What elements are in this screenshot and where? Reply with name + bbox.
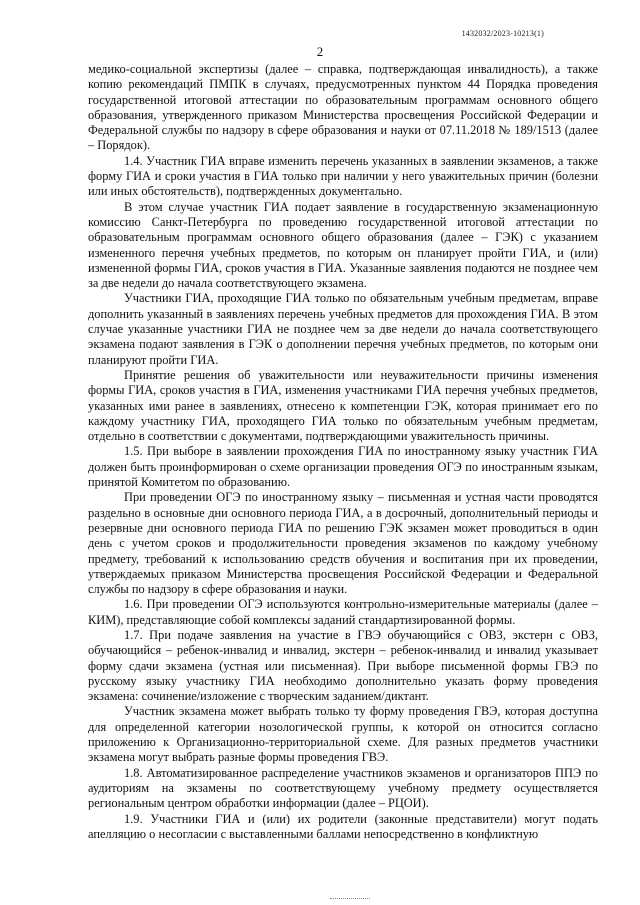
paragraph: медико-социальной экспертизы (далее – справка, подтверждающая инвалидность), а также копию рекомендаций ПМПК в случаях, предусмотренных пунктом 44 Порядка проведения государственной итоговой аттестации по образовательным программам основного общего образования, утвержденного приказом Министерства просвещения Российской Федерации и Федеральной службы по надзору в сфере образования и науки от 07.11.2018 № 189/1513 (далее – Порядок). <box>88 62 598 153</box>
paragraph: Участники ГИА, проходящие ГИА только по обязательным учебным предметам, вправе дополнить указанный в заявлениях перечень учебных предметов для прохождения ГИА. В этом случае указанные участники ГИА не позднее чем за две недели до начала соответствующего экзамена подают заявления в ГЭК о дополнении перечня учебных предметов, по которым они планируют пройти ГИА. <box>88 291 598 367</box>
paragraph: 1.7. При подаче заявления на участие в ГВЭ обучающийся с ОВЗ, экстерн с ОВЗ, обучающийся – ребенок-инвалид и инвалид, экстерн – ребенок-инвалид и инвалид указывает форму сдачи экзамена (устная или письменная). При выборе письменной формы ГВЭ по русскому языку участнику ГИА необходимо дополнительно указать форму проведения экзамена: сочинение/изложение с творческим заданием/диктант. <box>88 627 598 704</box>
document-body <box>88 62 598 842</box>
paragraph: 1.6. При проведении ОГЭ используются контрольно-измерительные материалы (далее – КИМ), представляющие собой комплексы заданий стандартизированной формы. <box>88 597 598 627</box>
paragraph: При проведении ОГЭ по иностранному языку – письменная и устная части проводятся раздельно в основные дни основного периода ГИА, а в досрочный, дополнительный периоды и резервные дни основного периода ГИА по решению ГЭК экзамен может проводиться в один день с учетом сроков и продолжительности проведения экзаменов по каждому учебному предмету, требований к использованию средств обучения и воспитания при их проведении, утверждаемых приказом Министерства просвещения Российской Федерации и Федеральной службы по надзору в сфере образования и науки. <box>88 490 598 597</box>
document-id: 1432032/2023-10213(1) <box>461 29 544 38</box>
paragraph: Участник экзамена может выбрать только ту форму проведения ГВЭ, которая доступна для определенной категории нозологической группы, к которой он относится согласно приложению к Организационно-территориальной схеме. Для разных предметов участники экзамена могут выбрать разные формы проведения ГВЭ. <box>88 704 598 765</box>
paragraph: Принятие решения об уважительности или неуважительности причины изменения формы ГИА, сроков участия в ГИА, изменения участниками ГИА перечня учебных предметов, указанных ими ранее в заявлениях, отнесено к компетенции ГЭК, которая принимает его по каждому участнику ГИА, проходящего ГИА только по обязательным учебным предметам, отдельно в соответствии с документами, подтверждающими уважительность причины. <box>88 367 598 444</box>
paragraph: 1.8. Автоматизированное распределение участников экзаменов и организаторов ППЭ по аудиториям на экзамены по соответствующему учебному предмету осуществляется региональным центром обработки информации (далее – РЦОИ). <box>88 765 598 811</box>
page-number: 2 <box>316 44 324 59</box>
paragraph: В этом случае участник ГИА подает заявление в государственную экзаменационную комиссию Санкт-Петербурга по проведению государственной итоговой аттестации по образовательным программам основного общего образования (далее – ГЭК) с указанием измененного перечня учебных предметов, по которым он планирует пройти ГИА, и (или) измененной формы ГИА, сроков участия в ГИА. Указанные заявления подаются не позднее чем за две недели до начала соответствующего экзамена. <box>88 199 598 291</box>
paragraph: 1.4. Участник ГИА вправе изменить перечень указанных в заявлении экзаменов, а также форму ГИА и сроки участия в ГИА только при наличии у него уважительных причин (болезни или иных обстоятельств), подтвержденных документально. <box>88 153 598 199</box>
page-bottom-mark <box>330 898 370 899</box>
paragraph: 1.5. При выборе в заявлении прохождения ГИА по иностранному языку участник ГИА должен быть проинформирован о схеме организации проведения ОГЭ по иностранным языкам, принятой Комитетом по образованию. <box>88 444 598 490</box>
paragraph: 1.9. Участники ГИА и (или) их родители (законные представители) могут подать апелляцию о несогласии с выставленными баллами непосредственно в конфликтную <box>88 811 598 841</box>
